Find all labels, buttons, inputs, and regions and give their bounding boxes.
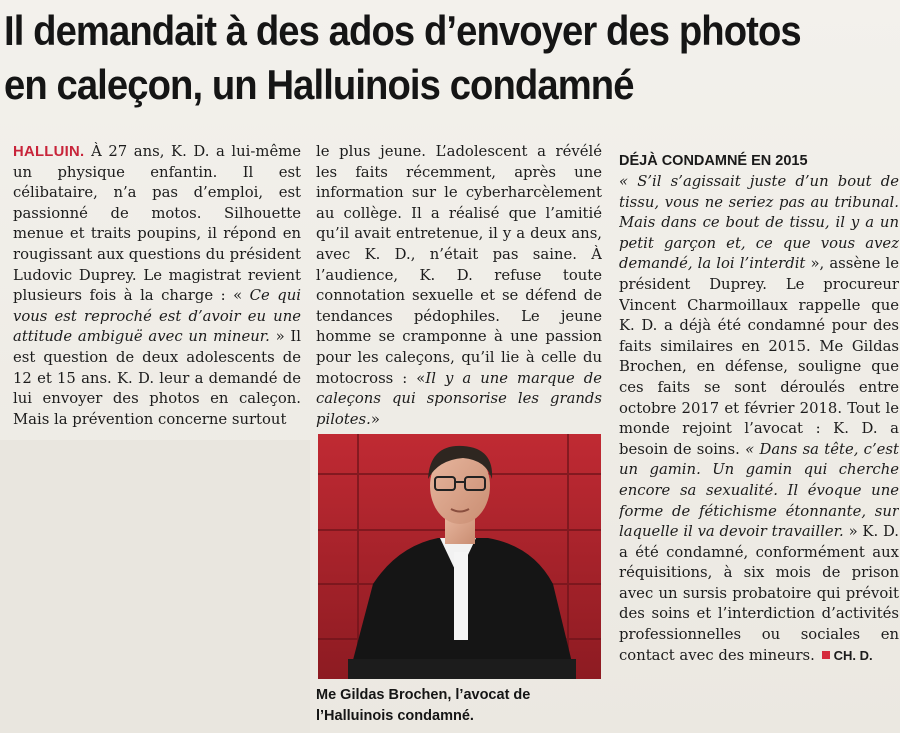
col1-body-2-cont: le plus jeune. L’adolescent a révélé les faits récemment, après une information sur le cyberharcèlement au collège. Il a réalisé que l’amitié qu’il avait entretenue, il y a deux ans, avec K. D., n’était pas saine. À l’audience, K. D. refuse toute connotation sexuelle et se défend de tendances pédophiles. Le jeune homme se cramponne à une passion pour les caleçons, qu’il lie à celle du motocross : «	[316, 143, 602, 387]
empty-margin	[0, 440, 310, 733]
col1-close-cont: »	[370, 410, 380, 428]
lawyer-photo	[318, 434, 601, 679]
signature-marker	[822, 651, 830, 659]
col1-body: À 27 ans, K. D. a lui-même un physique enfantin. Il est célibataire, n’a pas d’emploi, est passionné de motos. Silhouette menue et traits poupins, il répond en rougissant aux questions du président Ludovic Duprey. Le magistrat revient plusieurs fois à la charge : «	[13, 143, 301, 305]
headline	[4, 4, 816, 112]
col3-body-2: » K. D. a été condamné, conformément aux réquisitions, à six mois de prison avec un sursis probatoire qui prévoit des soins et l’interdiction d’activités professionnelles ou sociales en contact avec des mineurs.	[619, 523, 899, 664]
col2-flow	[316, 142, 602, 430]
headline-line-1: Il demandait à des ados d’envoyer des photos	[4, 7, 801, 54]
col3-body-1: », assène le président Duprey. Le procureur Vincent Charmoillaux rappelle que K. D. a déjà été condamné pour des faits similaires en 2015. Me Gildas Brochen, en défense, souligne que ces faits se sont déroulés entre octobre 2017 et février 2018. Tout le monde rejoint l’avocat : K. D. a besoin de soins.	[619, 255, 899, 458]
article-column-3	[619, 142, 899, 730]
photo-caption: Me Gildas Brochen, l’avocat de l’Halluinois condamné.	[316, 687, 531, 724]
article-column-1	[13, 142, 301, 432]
article-column-2	[316, 142, 602, 430]
col1-quote-2-cont: Il y a une marque de caleçons qui sponsorise les grands pilotes.	[316, 369, 602, 428]
col3-quote-2: « Dans sa tête, c’est un gamin. Un gamin qui cherche encore sa sexualité. Il évoque une forme de fétichisme étonnante, sur laquelle il va devoir travailler.	[619, 440, 899, 541]
section-subhead: DÉJÀ CONDAMNÉ EN 2015	[619, 153, 808, 169]
col1-quote: Ce qui vous est reproché est d’avoir eu une attitude ambiguë avec un mineur.	[13, 287, 301, 346]
headline-line-2: en caleçon, un Halluinois condamné	[4, 61, 634, 108]
author-signature: CH. D.	[833, 647, 873, 663]
col3-quote-1: « S’il s’agissait juste d’un bout de tissu, vous ne seriez pas au tribunal. Mais dans ce bout de tissu, il y a un petit garçon et, ce que vous avez demandé, la loi l’interdit	[619, 173, 899, 273]
article-kicker: HALLUIN.	[13, 144, 85, 160]
col1-body-2: » Il est question de deux adolescents de 12 et 15 ans. K. D. leur a demandé de lui envoyer des photos en caleçon. Mais la prévention concerne surtout	[13, 328, 301, 428]
lawyer-portrait-image	[318, 434, 601, 679]
